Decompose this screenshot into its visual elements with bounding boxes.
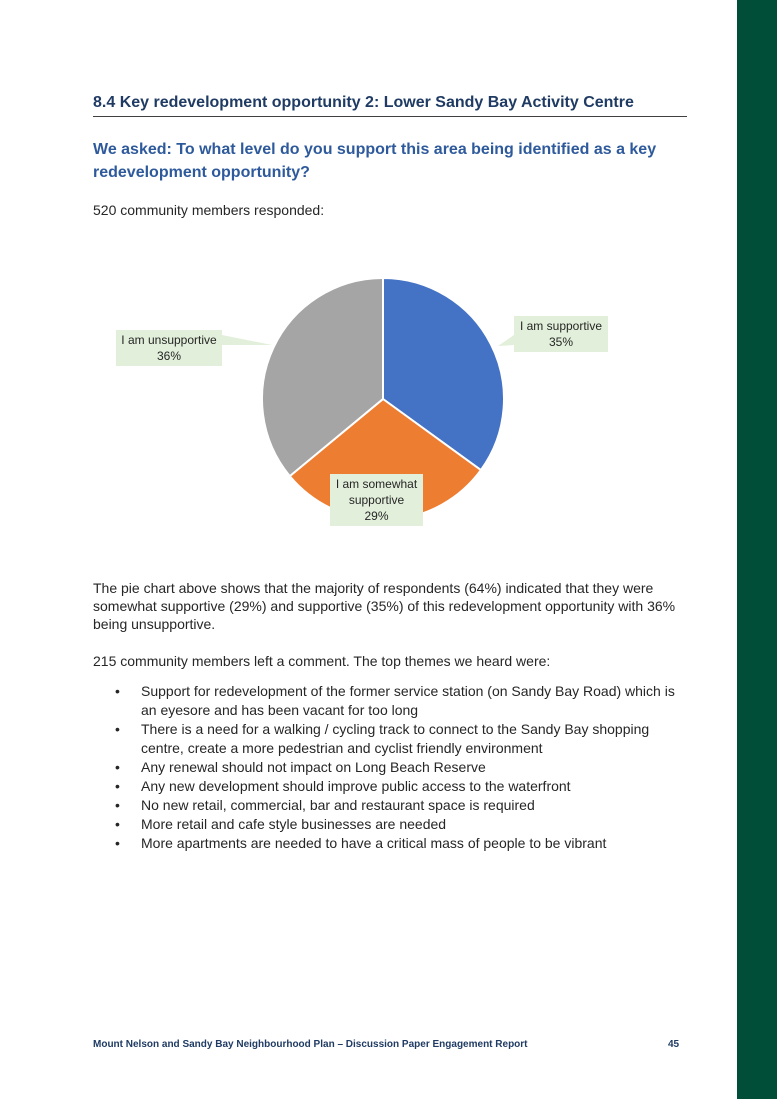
list-item: • Support for redevelopment of the former service station (on Sandy Bay Road) which is an eyesore and has been vacant for too long	[93, 682, 693, 720]
pie-chart-svg	[100, 250, 640, 550]
label-leader	[498, 335, 514, 346]
chart-summary: The pie chart above shows that the majority of respondents (64%) indicated that they were somewhat supportive (29%) and supportive (35%) of this redevelopment opportunity with 36% being unsupportive.	[93, 580, 676, 632]
data-label: I am somewhat supportive 29%	[335, 477, 418, 523]
themes-list	[93, 682, 693, 853]
page-number: 45	[668, 1039, 680, 1050]
respondent-count: 520 community members responded:	[93, 202, 325, 218]
list-item: • More retail and cafe style businesses are needed	[93, 815, 693, 834]
survey-question: We asked: To what level do you support this area being identified as a key redevelopment opportunity?	[93, 141, 657, 181]
footer-title: Mount Nelson and Sandy Bay Neighbourhood Plan – Discussion Paper Engagement Report	[93, 1039, 528, 1050]
list-item: • More apartments are needed to have a critical mass of people to be vibrant	[93, 834, 693, 853]
list-item: • Any renewal should not impact on Long Beach Reserve	[93, 758, 693, 777]
comments-intro: 215 community members left a comment. The top themes we heard were:	[93, 653, 551, 669]
label-leader	[222, 335, 272, 345]
list-item: • Any new development should improve public access to the waterfront	[93, 777, 693, 796]
section-title: 8.4 Key redevelopment opportunity 2: Lower Sandy Bay Activity Centre	[93, 94, 687, 117]
list-item: • There is a need for a walking / cycling track to connect to the Sandy Bay shopping centre, create a more pedestrian and cyclist friendly environment	[93, 720, 693, 758]
side-accent-bar	[737, 0, 777, 1099]
data-label: I am unsupportive 36%	[121, 333, 217, 363]
pie-chart	[100, 250, 640, 550]
data-label: I am supportive 35%	[519, 319, 603, 349]
list-item: • No new retail, commercial, bar and restaurant space is required	[93, 796, 693, 815]
